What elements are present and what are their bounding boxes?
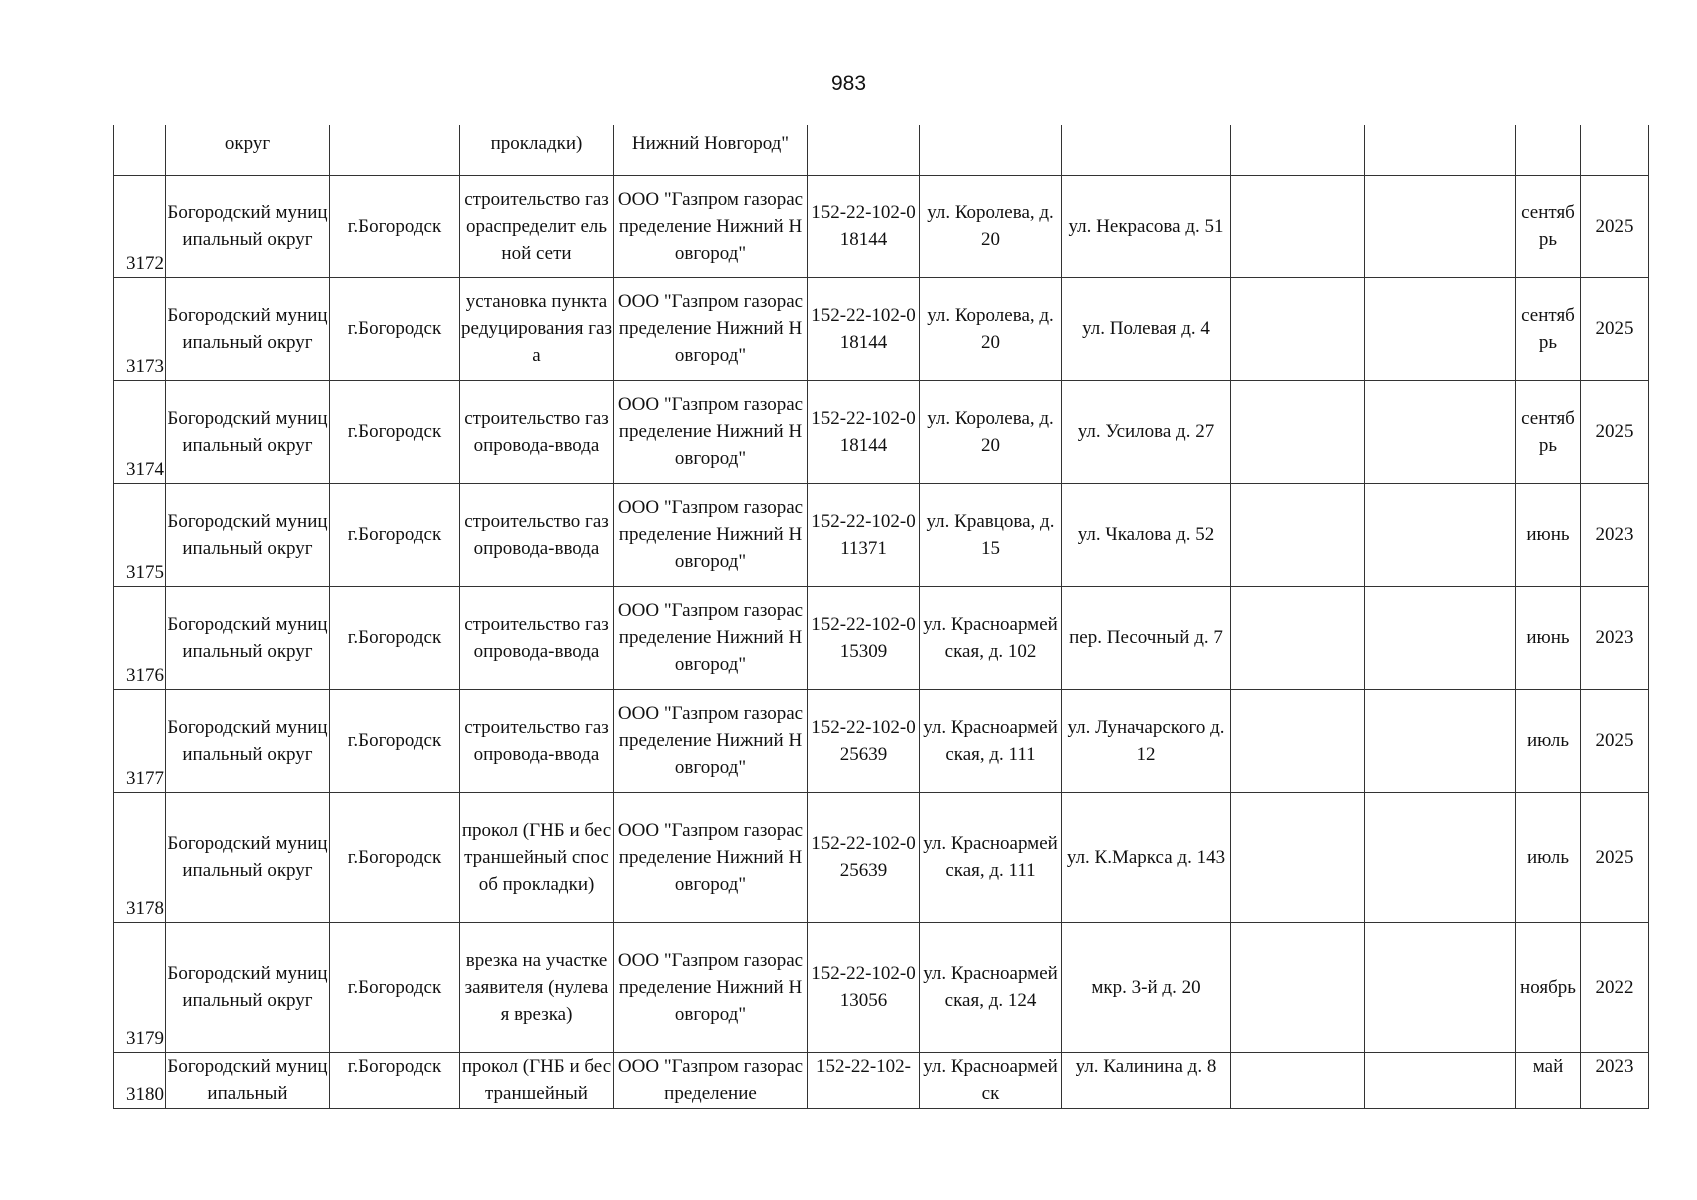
cell-address-to: ул. Чкалова д. 52	[1062, 483, 1231, 586]
cell-address-to: пер. Песочный д. 7	[1062, 586, 1231, 689]
cell-code: 152-22-102-015309	[808, 586, 920, 689]
cell-num: 3175	[114, 483, 166, 586]
cell-address-from: ул. Красноармейская, д. 124	[920, 922, 1062, 1052]
cell-month: сентяб рь	[1516, 380, 1581, 483]
cell-organization: ООО "Газпром газораспределение Нижний Новгород"	[614, 792, 808, 922]
cell-year: 2023	[1581, 483, 1649, 586]
cell-code: 152-22-102-013056	[808, 922, 920, 1052]
cell-municipality: Богородский муниципальный округ	[166, 175, 330, 277]
cell-extra-1	[1231, 380, 1365, 483]
cell-city: г.Богородск	[330, 1052, 460, 1108]
cell-code: 152-22-102-018144	[808, 277, 920, 380]
cell-code: 152-22-102-018144	[808, 175, 920, 277]
cell-address-to: мкр. 3-й д. 20	[1062, 922, 1231, 1052]
cell-code: 152-22-102-025639	[808, 792, 920, 922]
cell-year: 2025	[1581, 175, 1649, 277]
cell-address-from: ул. Красноармейская, д. 111	[920, 792, 1062, 922]
cell-city: г.Богородск	[330, 922, 460, 1052]
cell-code: 152-22-102-018144	[808, 380, 920, 483]
cell-organization: ООО "Газпром газораспределение Нижний Новгород"	[614, 586, 808, 689]
cell-year: 2025	[1581, 380, 1649, 483]
table-row	[114, 277, 1649, 380]
cell-address-from: ул. Красноармейская, д. 102	[920, 586, 1062, 689]
cell-organization: ООО "Газпром газораспределение	[614, 1052, 808, 1108]
cell-organization: ООО "Газпром газораспределение Нижний Новгород"	[614, 277, 808, 380]
cell-city: г.Богородск	[330, 792, 460, 922]
cell-work-type: строительство газопровода-ввода	[460, 380, 614, 483]
cell-month: ноябрь	[1516, 922, 1581, 1052]
cell-year: 2025	[1581, 689, 1649, 792]
cell-num: 3172	[114, 175, 166, 277]
cell-city	[330, 125, 460, 175]
cell-num: 3176	[114, 586, 166, 689]
cell-month: сентяб рь	[1516, 175, 1581, 277]
cell-work-type: прокладки)	[460, 125, 614, 175]
cell-month: май	[1516, 1052, 1581, 1108]
cell-extra-2	[1365, 922, 1516, 1052]
table-row-continuation	[114, 125, 1649, 175]
cell-num: 3180	[114, 1052, 166, 1108]
cell-address-to: ул. К.Маркса д. 143	[1062, 792, 1231, 922]
cell-year	[1581, 125, 1649, 175]
cell-num: 3177	[114, 689, 166, 792]
cell-extra-1	[1231, 922, 1365, 1052]
cell-city: г.Богородск	[330, 586, 460, 689]
cell-address-from: ул. Красноармейск	[920, 1052, 1062, 1108]
cell-address-to: ул. Луначарского д. 12	[1062, 689, 1231, 792]
cell-city: г.Богородск	[330, 483, 460, 586]
cell-municipality: Богородский муниципальный округ	[166, 483, 330, 586]
cell-num: 3174	[114, 380, 166, 483]
cell-municipality: округ	[166, 125, 330, 175]
cell-address-from: ул. Королева, д. 20	[920, 380, 1062, 483]
cell-city: г.Богородск	[330, 689, 460, 792]
cell-year: 2023	[1581, 586, 1649, 689]
cell-address-to: ул. Калинина д. 8	[1062, 1052, 1231, 1108]
table-row	[114, 380, 1649, 483]
cell-code: 152-22-102-011371	[808, 483, 920, 586]
cell-organization: ООО "Газпром газораспределение Нижний Новгород"	[614, 380, 808, 483]
records-table	[113, 125, 1649, 1109]
cell-year: 2023	[1581, 1052, 1649, 1108]
cell-work-type: врезка на участке заявителя (нулевая врезка)	[460, 922, 614, 1052]
cell-municipality: Богородский муниципальный округ	[166, 922, 330, 1052]
table-row	[114, 1052, 1649, 1108]
cell-month	[1516, 125, 1581, 175]
cell-code	[808, 125, 920, 175]
cell-num: 3179	[114, 922, 166, 1052]
cell-organization: ООО "Газпром газораспределение Нижний Новгород"	[614, 922, 808, 1052]
table-row	[114, 483, 1649, 586]
cell-organization: ООО "Газпром газораспределение Нижний Новгород"	[614, 483, 808, 586]
cell-extra-1	[1231, 689, 1365, 792]
cell-num	[114, 125, 166, 175]
cell-work-type: строительство газораспределит ельной сети	[460, 175, 614, 277]
cell-extra-1	[1231, 586, 1365, 689]
cell-month: июль	[1516, 689, 1581, 792]
cell-address-to: ул. Полевая д. 4	[1062, 277, 1231, 380]
cell-month: июнь	[1516, 483, 1581, 586]
cell-work-type: установка пункта редуцирования газа	[460, 277, 614, 380]
cell-extra-2	[1365, 586, 1516, 689]
cell-num: 3178	[114, 792, 166, 922]
cell-extra-2	[1365, 175, 1516, 277]
cell-year: 2022	[1581, 922, 1649, 1052]
cell-extra-1	[1231, 792, 1365, 922]
cell-extra-2	[1365, 380, 1516, 483]
cell-work-type: строительство газопровода-ввода	[460, 586, 614, 689]
cell-code: 152-22-102-	[808, 1052, 920, 1108]
table-row	[114, 689, 1649, 792]
cell-year: 2025	[1581, 792, 1649, 922]
cell-city: г.Богородск	[330, 175, 460, 277]
cell-extra-2	[1365, 483, 1516, 586]
cell-code: 152-22-102-025639	[808, 689, 920, 792]
cell-address-from: ул. Королева, д. 20	[920, 175, 1062, 277]
cell-address-from: ул. Кравцова, д. 15	[920, 483, 1062, 586]
cell-extra-1	[1231, 125, 1365, 175]
cell-organization: Нижний Новгород"	[614, 125, 808, 175]
cell-organization: ООО "Газпром газораспределение Нижний Новгород"	[614, 689, 808, 792]
cell-work-type: прокол (ГНБ и бестраншейный способ прокладки)	[460, 792, 614, 922]
cell-month: сентяб рь	[1516, 277, 1581, 380]
table-row	[114, 922, 1649, 1052]
cell-extra-2	[1365, 1052, 1516, 1108]
cell-work-type: строительство газопровода-ввода	[460, 483, 614, 586]
cell-extra-2	[1365, 125, 1516, 175]
cell-city: г.Богородск	[330, 380, 460, 483]
page-number: 983	[830, 72, 867, 95]
cell-municipality: Богородский муниципальный округ	[166, 277, 330, 380]
cell-month: июнь	[1516, 586, 1581, 689]
cell-municipality: Богородский муниципальный	[166, 1052, 330, 1108]
cell-extra-2	[1365, 689, 1516, 792]
cell-extra-2	[1365, 792, 1516, 922]
table-row	[114, 792, 1649, 922]
cell-municipality: Богородский муниципальный округ	[166, 380, 330, 483]
cell-year: 2025	[1581, 277, 1649, 380]
cell-num: 3173	[114, 277, 166, 380]
cell-extra-1	[1231, 175, 1365, 277]
cell-extra-1	[1231, 483, 1365, 586]
cell-municipality: Богородский муниципальный округ	[166, 586, 330, 689]
cell-municipality: Богородский муниципальный округ	[166, 792, 330, 922]
cell-organization: ООО "Газпром газораспределение Нижний Новгород"	[614, 175, 808, 277]
cell-address-to: ул. Усилова д. 27	[1062, 380, 1231, 483]
cell-city: г.Богородск	[330, 277, 460, 380]
cell-extra-2	[1365, 277, 1516, 380]
cell-address-from	[920, 125, 1062, 175]
table-row	[114, 586, 1649, 689]
cell-month: июль	[1516, 792, 1581, 922]
cell-work-type: прокол (ГНБ и бестраншейный	[460, 1052, 614, 1108]
cell-address-from: ул. Красноармейская, д. 111	[920, 689, 1062, 792]
cell-municipality: Богородский муниципальный округ	[166, 689, 330, 792]
table-row	[114, 175, 1649, 277]
cell-extra-1	[1231, 277, 1365, 380]
cell-extra-1	[1231, 1052, 1365, 1108]
cell-address-to: ул. Некрасова д. 51	[1062, 175, 1231, 277]
cell-address-to	[1062, 125, 1231, 175]
cell-work-type: строительство газопровода-ввода	[460, 689, 614, 792]
cell-address-from: ул. Королева, д. 20	[920, 277, 1062, 380]
